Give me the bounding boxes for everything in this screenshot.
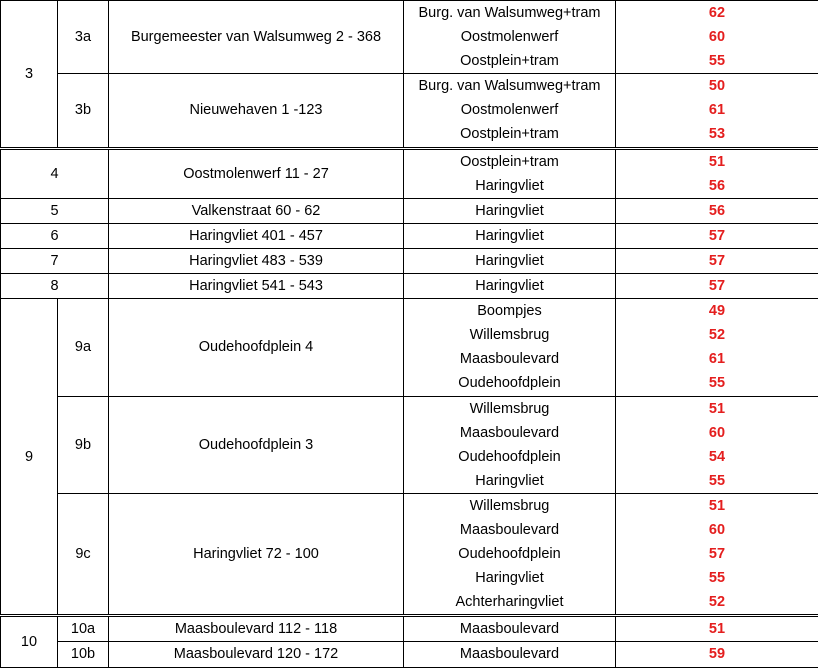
location-item: Willemsbrug [469,327,550,344]
group-number-cell: 3 [1,1,58,149]
noise-value: 57 [708,252,726,269]
table-row [1,396,818,493]
location-item: Oostplein+tram [460,153,559,170]
noise-value: 55 [708,472,726,489]
location-cell [404,74,616,148]
group-number-cell: 5 [1,198,109,223]
location-cell [404,198,616,223]
address-cell: Oudehoofdplein 4 [109,299,404,396]
noise-value: 50 [708,78,726,95]
table-row [1,274,818,299]
location-item: Haringvliet [475,472,544,489]
location-item: Willemsbrug [469,497,550,514]
noise-value: 57 [708,227,726,244]
location-cell [404,299,616,396]
location-item: Haringvliet [475,227,544,244]
location-cell [404,148,616,198]
group-number-cell: 7 [1,248,109,273]
location-item: Willemsbrug [469,400,550,417]
value-cell [616,74,818,148]
noise-value: 55 [708,53,726,70]
noise-value: 53 [708,126,726,143]
location-item: Maasboulevard [459,424,560,441]
subgroup-id-cell: 10a [58,616,109,642]
address-cell: Maasboulevard 120 - 172 [109,642,404,667]
group-number-cell: 10 [1,616,58,667]
address-cell: Haringvliet 541 - 543 [109,274,404,299]
address-cell: Haringvliet 401 - 457 [109,223,404,248]
location-item: Oostplein+tram [460,126,559,143]
subgroup-id-cell: 9c [58,493,109,615]
address-cell: Oudehoofdplein 3 [109,396,404,493]
location-item: Oostmolenwerf [460,29,559,46]
noise-value: 52 [708,594,726,611]
value-cell [616,616,818,642]
noise-value: 60 [708,521,726,538]
table-row [1,148,818,198]
address-cell: Oostmolenwerf 11 - 27 [109,148,404,198]
location-item: Maasboulevard [459,646,560,663]
noise-table-body [1,1,818,668]
value-cell [616,642,818,667]
group-number-cell: 8 [1,274,109,299]
table-row [1,223,818,248]
location-item: Oostplein+tram [460,53,559,70]
noise-value: 51 [708,621,726,638]
value-cell [616,248,818,273]
noise-value: 55 [708,375,726,392]
address-cell: Nieuwehaven 1 -123 [109,74,404,148]
noise-value: 59 [708,646,726,663]
value-cell [616,299,818,396]
noise-value: 60 [708,29,726,46]
value-cell [616,198,818,223]
address-cell: Valkenstraat 60 - 62 [109,198,404,223]
subgroup-id-cell: 9a [58,299,109,396]
location-cell [404,223,616,248]
location-cell [404,274,616,299]
location-item: Achterharingvliet [455,594,564,611]
location-cell [404,616,616,642]
table-row [1,1,818,74]
location-cell [404,396,616,493]
location-item: Maasboulevard [459,521,560,538]
noise-value: 52 [708,327,726,344]
table-row [1,74,818,148]
location-item: Haringvliet [475,177,544,194]
location-item: Maasboulevard [459,621,560,638]
location-cell [404,248,616,273]
table-row [1,198,818,223]
table-row [1,616,818,642]
location-item: Oudehoofdplein [458,448,561,465]
location-item: Oudehoofdplein [458,546,561,563]
subgroup-id-cell: 10b [58,642,109,667]
noise-value: 49 [708,303,726,320]
value-cell [616,1,818,74]
location-cell [404,642,616,667]
noise-value: 54 [708,448,726,465]
address-cell: Haringvliet 72 - 100 [109,493,404,615]
address-cell: Haringvliet 483 - 539 [109,248,404,273]
table-row [1,493,818,615]
noise-value: 51 [708,400,726,417]
subgroup-id-cell: 3a [58,1,109,74]
location-item: Burg. van Walsumweg+tram [418,5,601,21]
subgroup-id-cell: 3b [58,74,109,148]
location-item: Maasboulevard [459,351,560,368]
noise-value: 62 [708,5,726,21]
noise-value: 57 [708,546,726,563]
address-cell: Burgemeester van Walsumweg 2 - 368 [109,1,404,74]
value-cell [616,223,818,248]
address-cell: Maasboulevard 112 - 118 [109,616,404,642]
noise-value: 51 [708,497,726,514]
value-cell [616,396,818,493]
table-row [1,299,818,396]
noise-value: 57 [708,278,726,295]
noise-value: 60 [708,424,726,441]
location-cell [404,493,616,615]
value-cell [616,274,818,299]
noise-value: 55 [708,570,726,587]
location-item: Haringvliet [475,570,544,587]
noise-value: 61 [708,102,726,119]
location-item: Burg. van Walsumweg+tram [418,78,601,95]
location-item: Haringvliet [475,202,544,219]
table-row [1,248,818,273]
noise-value: 56 [708,202,726,219]
location-item: Haringvliet [475,278,544,295]
noise-value: 61 [708,351,726,368]
location-item: Haringvliet [475,252,544,269]
noise-value: 51 [708,153,726,170]
group-number-cell: 6 [1,223,109,248]
noise-value: 56 [708,177,726,194]
location-item: Oudehoofdplein [458,375,561,392]
group-number-cell: 4 [1,148,109,198]
value-cell [616,148,818,198]
group-number-cell: 9 [1,299,58,616]
subgroup-id-cell: 9b [58,396,109,493]
location-item: Oostmolenwerf [460,102,559,119]
table-row [1,642,818,667]
location-item: Boompjes [477,303,542,320]
value-cell [616,493,818,615]
location-cell [404,1,616,74]
